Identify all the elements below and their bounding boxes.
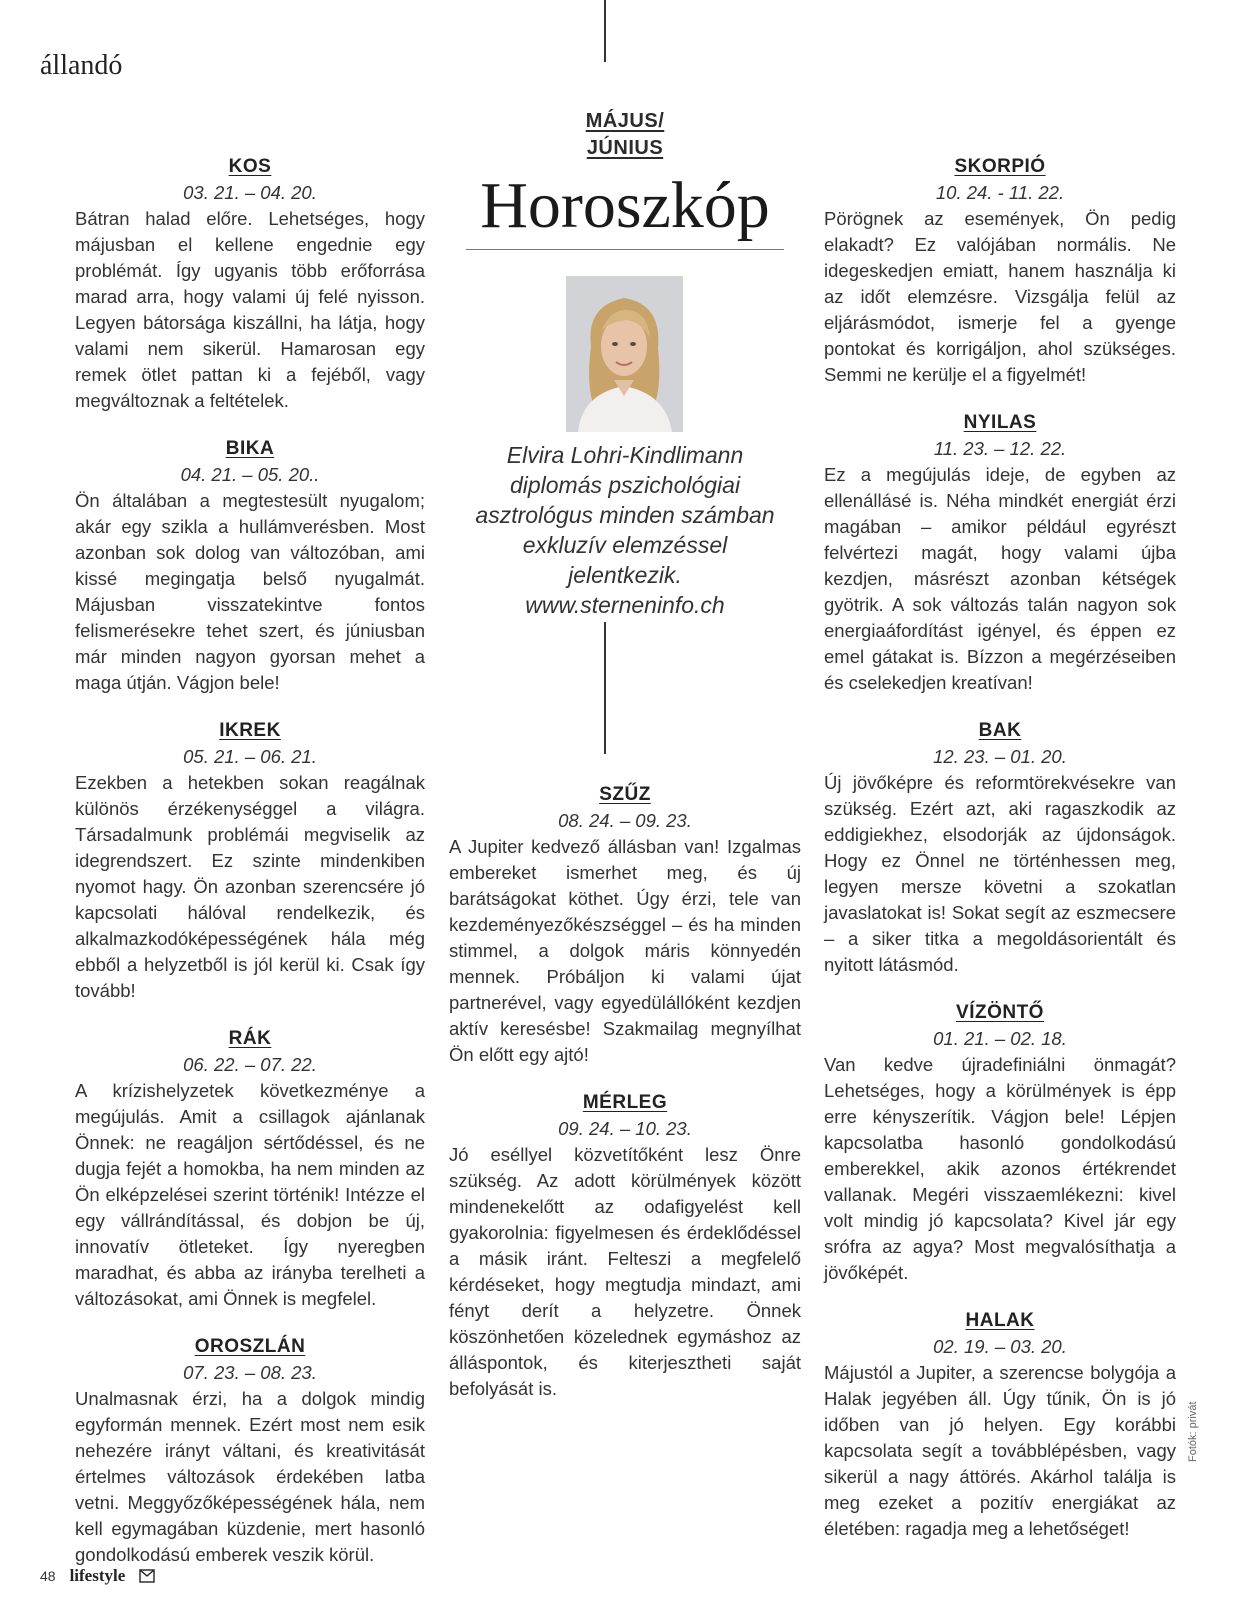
sign-text: Unalmasnak érzi, ha a dolgok mindig egyformán mennek. Ezért most nem esik nehezére irányt váltani, és kreativitását értelmes változások érdekében latba vetni. Meggyőzőképességének hála, nem kell egymagában küzdenie, mert hasonló gondolkodású emberek veszik körül. [75,1388,425,1565]
sign-ikrek [75,718,425,1004]
sign-title: NYILAS [963,412,1037,433]
author-portrait [566,276,683,432]
sign-date: 11. 23. – 12. 22. [933,438,1067,459]
center-column [449,782,801,1424]
sign-date: 05. 21. – 06. 21. [183,746,317,767]
sign-date: 06. 22. – 07. 22. [183,1054,317,1075]
sign-date: 12. 23. – 01. 20. [933,746,1067,767]
sign-text: Van kedve újradefiniálni önmagát? Lehetséges, hogy a körülmények is épp erre kényszerítik. Vágjon bele! Lépjen kapcsolatba hasonló gondolkodású emberekkel, akik azonos értékrendet vallanak. Megéri visszaemlékezni: kivel volt mindig jó kapcsolata? Kivel jár egy srófra az agya? Most megvalósíthatja a jövőképét. [824,1054,1176,1283]
sign-title: VÍZÖNTŐ [956,1002,1044,1023]
sign-date: 04. 21. – 05. 20.. [180,464,320,485]
sign-date: 01. 21. – 02. 18. [933,1028,1067,1049]
photo-credit: Fotók: privát [1187,1401,1199,1462]
sign-bak [824,718,1176,978]
month-line-1: MÁJUS/ [585,110,665,132]
sign-title: BIKA [225,438,275,459]
author-bio [445,440,805,620]
brand-logo: lifestyle [69,1566,126,1585]
sign-date: 02. 19. – 03. 20. [933,1336,1067,1357]
author-website-link[interactable]: www.sterneninfo.ch [525,592,725,618]
top-divider [604,0,606,62]
sign-halak [824,1308,1176,1542]
sign-bika [75,436,425,696]
sign-nyilas [824,410,1176,696]
month-label [450,108,800,162]
center-divider [604,622,606,754]
page-title: Horoszkóp [480,169,770,242]
sign-text: Jó eséllyel közvetítőként lesz Önre szükség. Az adott körülmények között mindenekelőtt az odafigyelést kell gyakorolnia: figyelmesen és érdeklődéssel a másik iránt. Felteszi a megfelelő kérdéseket, hogy megtudja mindazt, ami fényt derít a helyzetre. Önnek köszönhetően közelednek egymáshoz az álláspontok, és kiterjesztheti saját befolyását is. [449,1144,801,1399]
author-line: jelentkezik. [568,562,682,588]
title-underline [466,249,784,250]
sign-date: 08. 24. – 09. 23. [558,810,692,831]
author-line: asztrológus minden számban [475,502,775,528]
sign-rak [75,1026,425,1312]
sign-skorpio [824,154,1176,388]
author-line: diplomás pszichológiai [509,472,741,498]
author-line: exkluzív elemzéssel [522,532,728,558]
sign-text: Bátran halad előre. Lehetséges, hogy májusban el kellene engednie egy problémát. Így ugyanis több erőforrása marad arra, hogy valami új felé nyisson. Legyen bátorsága kiszállni, ha látja, hogy valami nem sikerül. Hamarosan egy remek ötlet pattan ki a fejéből, vagy megváltoznak a feltételek. [75,208,425,411]
sign-kos [75,154,425,414]
sign-text: A krízishelyzetek következménye a megújulás. Amit a csillagok ajánlanak Önnek: ne reagáljon sértődéssel, és ne dugja fejét a homokba, ha nem minden az Ön elképzelései szerint történik! Intézze el egy vállrándítással, és dobjon be új, innovatív ötleteket. Így nyeregben maradhat, és abba az irányba terelheti a változásokat, ami Önnek is megfelel. [75,1080,425,1309]
left-column [75,154,425,1590]
sign-vizonto [824,1000,1176,1286]
sign-title: MÉRLEG [582,1092,668,1113]
month-line-2: JÚNIUS [586,137,664,159]
page-footer [40,1566,155,1586]
sign-text: Ez a megújulás ideje, de egyben az ellenállásé is. Néha mindkét energiát érzi magában – amikor például egyrészt felvértezi magát, hogy valami újba kezdjen, másrészt azonban kétségek gyötrik. A sok változás talán nagyon sok energiaáfordítást igényel, és éppen ez emel gátakat is. Bízzon a megérzéseiben és cselekedjen kreatívan! [824,464,1176,693]
sign-merleg [449,1090,801,1402]
sign-text: Májustól a Jupiter, a szerencse bolygója a Halak jegyében áll. Úgy tűnik, Ön is jó időben van jó helyen. Egy korábbi kapcsolata segít a továbblépésben, vagy sikerül a nagy áttörés. Akárhol találja is meg ezeket a pozitív energiákat az életében: ragadja meg a lehetőséget! [824,1362,1176,1539]
sign-date: 10. 24. - 11. 22. [935,182,1065,203]
sign-title: RÁK [228,1028,272,1049]
sign-title: IKREK [219,720,281,741]
sign-date: 07. 23. – 08. 23. [183,1362,317,1383]
portrait-image [566,276,683,432]
sign-text: Ön általában a megtestesült nyugalom; akár egy szikla a hullámverésben. Most azonban sok dolog van változóban, ami kissé megingatja belső nyugalmát. Májusban visszatekintve fontos felismerésekre tehet szert, és júniusban már minden nagyon gyorsan mehet a maga útján. Vágjon bele! [75,490,425,693]
envelope-icon [139,1569,155,1583]
sign-title: SKORPIÓ [954,156,1046,177]
sign-text: Pörögnek az események, Ön pedig elakadt? Ez valójában normális. Ne idegeskedjen emiatt, hanem használja ki az időt elemzésre. Vizsgálja felül az eljárásmódot, ismerje fel a gyenge pontokat és korrigáljon, ahol szükséges. Semmi ne kerülje el a figyelmét! [824,208,1176,385]
page-number: 48 [40,1568,56,1584]
sign-title: OROSZLÁN [194,1336,306,1357]
sign-oroszlan [75,1334,425,1568]
sign-title: BAK [978,720,1022,741]
sign-szuz [449,782,801,1068]
sign-title: HALAK [965,1310,1035,1331]
right-column [824,154,1176,1564]
sign-text: A Jupiter kedvező állásban van! Izgalmas embereket ismerhet meg, és új barátságokat köthet. Úgy érzi, tele van kezdeményezőkészséggel – és ha minden stimmel, a dolgok máris könnyedén mennek. Próbáljon ki valami újat partnerével, vagy egyedülállóként kezdjen aktív keresésbe! Szakmailag megnyílhat Ön előtt egy ajtó! [449,836,801,1065]
sign-text: Új jövőképre és reformtörekvésekre van szükség. Ezért azt, aki ragaszkodik az eddigiekhez, elsodorják az újdonságok. Hogy ez Önnel ne történhessen meg, legyen mersze követni a szokatlan javaslatokat is! Sokat segít az eszmecsere – a siker titka a megoldásorientált és nyitott látásmód. [824,772,1176,975]
section-label: állandó [40,50,123,81]
sign-title: SZŰZ [599,784,651,805]
sign-title: KOS [228,156,272,177]
sign-date: 03. 21. – 04. 20. [183,182,317,203]
author-name: Elvira Lohri-Kindlimann [506,442,744,468]
sign-text: Ezekben a hetekben sokan reagálnak különös érzékenységgel a világra. Társadalmunk problémái megviselik az idegrendszert. Ez szinte mindenkiben nyomot hagy. Ön azonban szerencsére jó kapcsolati hálóval rendelkezik, és alkalmazkodóképességének hála még ebből a helyzetből is jól kerül ki. Csak így tovább! [75,772,425,1001]
sign-date: 09. 24. – 10. 23. [558,1118,692,1139]
